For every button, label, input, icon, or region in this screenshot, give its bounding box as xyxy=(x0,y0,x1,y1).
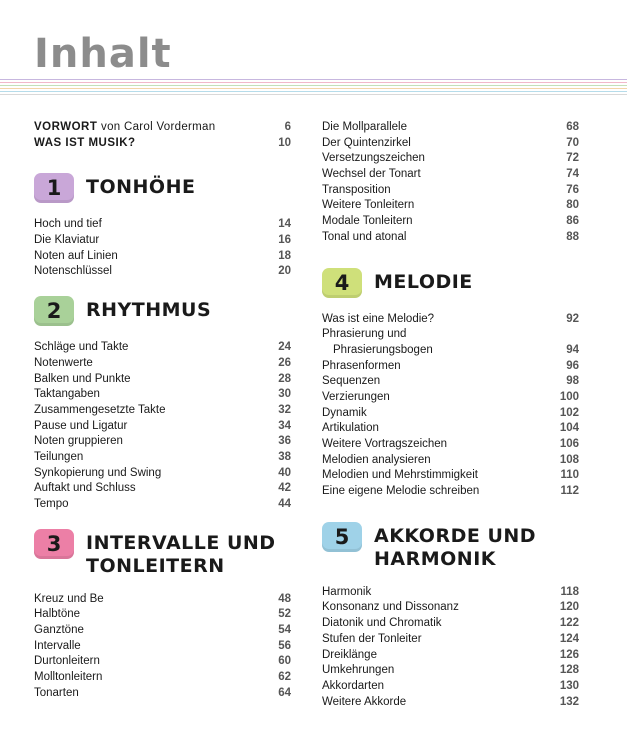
toc-entry[interactable] xyxy=(34,466,291,482)
entry-page: 6 xyxy=(284,121,291,133)
entry-label: WAS IST MUSIK? xyxy=(34,136,136,149)
entry-label: Versetzungszeichen xyxy=(322,152,425,165)
toc-entry[interactable] xyxy=(34,497,291,513)
toc-entry[interactable] xyxy=(322,600,579,616)
chapter-4-entries xyxy=(322,312,579,500)
entry-label: Synkopierung und Swing xyxy=(34,466,162,479)
entry-page: 118 xyxy=(560,585,579,598)
entry-page: 48 xyxy=(278,592,291,605)
entry-label: Der Quintenzirkel xyxy=(322,136,411,149)
entry-label: Weitere Vortragszeichen xyxy=(322,438,448,450)
entry-page: 80 xyxy=(566,199,579,212)
entry-label: Weitere Tonleitern xyxy=(322,199,415,212)
entry-label: Teilungen xyxy=(34,450,84,463)
entry-label: Tonal und atonal xyxy=(322,230,407,243)
stripe xyxy=(0,94,627,95)
entry-page: 20 xyxy=(278,265,291,278)
entry-label: Hoch und tief xyxy=(34,218,102,231)
entry-label: Pause und Ligatur xyxy=(34,419,128,432)
entry-label: Die Mollparallele xyxy=(322,121,408,133)
entry-label: Tonarten xyxy=(34,686,79,699)
entry-page: 122 xyxy=(559,617,579,630)
entry-page: 94 xyxy=(566,343,579,356)
chapter-title: MELODIE xyxy=(374,270,473,293)
entry-label: Phrasenformen xyxy=(322,359,401,372)
entry-label: Melodien analysieren xyxy=(322,453,431,466)
entry-label: Harmonik xyxy=(322,585,372,598)
chapter-number-badge: 1 xyxy=(34,173,74,203)
entry-page: 70 xyxy=(566,136,579,149)
entry-page: 30 xyxy=(278,388,291,401)
entry-label: Halbtöne xyxy=(34,608,81,621)
toc-entry[interactable] xyxy=(322,374,579,390)
toc-entry[interactable] xyxy=(34,356,291,372)
entry-page: 18 xyxy=(278,249,291,262)
stripe xyxy=(0,85,627,86)
toc-entry[interactable] xyxy=(322,406,579,422)
entry-page: 14 xyxy=(278,218,291,231)
chapter-3-entries xyxy=(34,592,291,702)
entry-page: 128 xyxy=(559,664,579,677)
entry-page: 56 xyxy=(278,639,291,652)
chapter-number-badge: 3 xyxy=(34,529,74,559)
stripe xyxy=(0,91,627,92)
toc-entry[interactable] xyxy=(34,639,291,655)
chapter-5-heading[interactable] xyxy=(322,522,579,571)
toc-entry[interactable] xyxy=(34,387,291,403)
toc-entry[interactable] xyxy=(34,670,291,686)
toc-entry[interactable] xyxy=(322,183,579,199)
toc-entry[interactable] xyxy=(322,390,579,406)
toc-entry[interactable] xyxy=(322,151,579,167)
entry-author: von Carol Vorderman xyxy=(101,121,216,133)
entry-page: 108 xyxy=(559,453,579,466)
entry-page: 86 xyxy=(566,215,579,228)
toc-entry[interactable] xyxy=(34,654,291,670)
entry-page: 100 xyxy=(559,390,579,403)
entry-label: Artikulation xyxy=(322,422,379,435)
chapter-2-entries xyxy=(34,340,291,513)
toc-entry[interactable] xyxy=(34,686,291,702)
chapter-2-heading[interactable] xyxy=(34,296,291,326)
entry-page: 88 xyxy=(566,230,579,243)
chapter-5-entries xyxy=(322,585,579,711)
entry-page: 54 xyxy=(278,624,291,637)
chapter-title-line: INTERVALLE UND xyxy=(86,531,276,554)
entry-label: Auftakt und Schluss xyxy=(34,482,136,495)
entry-label: Schläge und Takte xyxy=(34,341,129,354)
toc-entry[interactable] xyxy=(322,453,579,469)
entry-label: Kreuz und Be xyxy=(34,592,104,605)
chapter-title: TONHÖHE xyxy=(86,176,196,199)
entry-page: 64 xyxy=(278,686,291,699)
stripe xyxy=(0,88,627,89)
entry-label: Dreiklänge xyxy=(322,648,377,661)
entry-label: Wechsel der Tonart xyxy=(322,168,421,181)
entry-page: 98 xyxy=(566,375,579,388)
toc-entry[interactable] xyxy=(322,695,579,711)
stripe xyxy=(0,79,627,80)
entry-page: 16 xyxy=(278,234,291,247)
entry-label: Eine eigene Melodie schreiben xyxy=(322,485,480,498)
toc-entry[interactable] xyxy=(34,217,291,233)
entry-label: Durtonleitern xyxy=(34,655,100,668)
entry-page: 96 xyxy=(566,359,579,372)
entry-page: 32 xyxy=(278,403,291,416)
chapter-number-badge: 5 xyxy=(322,522,362,552)
chapter-number-badge: 4 xyxy=(322,268,362,298)
entry-page: 106 xyxy=(559,438,579,450)
entry-label: Notenwerte xyxy=(34,356,93,369)
entry-label: Molltonleitern xyxy=(34,671,103,684)
toc-entry[interactable] xyxy=(34,403,291,419)
entry-label: Ganztöne xyxy=(34,624,84,637)
entry-label: Konsonanz und Dissonanz xyxy=(322,601,459,614)
chapter-3-heading[interactable] xyxy=(34,529,291,578)
entry-page: 40 xyxy=(278,466,291,479)
entry-label: Phrasierung und xyxy=(322,328,407,341)
chapter-title: RHYTHMUS xyxy=(86,299,212,322)
entry-page: 28 xyxy=(278,372,291,385)
entry-page: 132 xyxy=(559,695,579,708)
entry-page: 76 xyxy=(566,183,579,196)
page-title: Inhalt xyxy=(34,31,172,77)
entry-label: Taktangaben xyxy=(34,388,100,401)
entry-label: Melodien und Mehrstimmigkeit xyxy=(322,469,478,482)
chapter-3-continued-entries xyxy=(322,120,579,246)
chapter-1-entries xyxy=(34,217,291,280)
entry-page: 92 xyxy=(566,312,579,325)
entry-page: 72 xyxy=(566,152,579,165)
toc-entry[interactable] xyxy=(322,136,579,152)
toc-entry[interactable] xyxy=(322,484,579,500)
toc-entry[interactable] xyxy=(34,592,291,608)
toc-entry[interactable] xyxy=(34,607,291,623)
toc-entry[interactable] xyxy=(322,585,579,601)
toc-entry[interactable] xyxy=(322,327,579,343)
entry-label: Transposition xyxy=(322,183,391,196)
entry-page: 110 xyxy=(560,469,579,482)
entry-label: Dynamik xyxy=(322,406,367,419)
entry-label: Noten auf Linien xyxy=(34,249,118,262)
toc-entry[interactable] xyxy=(322,663,579,679)
chapter-title-line: HARMONIK xyxy=(374,547,496,570)
toc-entry[interactable] xyxy=(34,264,291,280)
entry-label: Zusammengesetzte Takte xyxy=(34,403,166,416)
entry-label: Sequenzen xyxy=(322,375,381,388)
toc-entry[interactable] xyxy=(34,249,291,265)
entry-label: Stufen der Tonleiter xyxy=(322,632,422,645)
entry-page: 124 xyxy=(559,632,579,645)
toc-entry[interactable] xyxy=(322,198,579,214)
toc-entry[interactable] xyxy=(34,481,291,497)
chapter-1-heading[interactable] xyxy=(34,173,291,203)
entry-page: 102 xyxy=(559,406,579,419)
entry-label: Tempo xyxy=(34,498,69,510)
entry-page: 126 xyxy=(559,648,579,661)
toc-entry[interactable] xyxy=(322,214,579,230)
toc-entry[interactable] xyxy=(34,340,291,356)
toc-entry[interactable] xyxy=(322,312,579,328)
toc-entry[interactable] xyxy=(34,372,291,388)
toc-entry-vorwort[interactable] xyxy=(34,120,291,136)
toc-entry[interactable] xyxy=(322,167,579,183)
toc-entry[interactable] xyxy=(322,359,579,375)
entry-label: Notenschlüssel xyxy=(34,265,112,278)
entry-page: 60 xyxy=(278,655,291,668)
entry-page: 52 xyxy=(278,608,291,621)
entry-page: 74 xyxy=(566,168,579,181)
entry-page: 130 xyxy=(559,679,579,692)
chapter-title-line: AKKORDE UND xyxy=(374,524,537,547)
toc-entry[interactable] xyxy=(322,648,579,664)
entry-page: 24 xyxy=(278,341,291,354)
entry-label: VORWORT xyxy=(34,121,98,133)
stripe xyxy=(0,82,627,83)
entry-label: Umkehrungen xyxy=(322,664,395,677)
toc-entry[interactable] xyxy=(322,230,579,246)
toc-entry[interactable] xyxy=(322,437,579,453)
toc-entry[interactable] xyxy=(34,434,291,450)
toc-entry[interactable] xyxy=(34,450,291,466)
entry-page: 42 xyxy=(278,482,291,495)
entry-label: Weitere Akkorde xyxy=(322,695,407,708)
chapter-title xyxy=(374,525,536,571)
entry-label: Diatonik und Chromatik xyxy=(322,617,442,630)
entry-label: Noten gruppieren xyxy=(34,435,123,448)
entry-label: Die Klaviatur xyxy=(34,234,100,247)
entry-label: Was ist eine Melodie? xyxy=(322,312,435,325)
toc-entry[interactable] xyxy=(322,468,579,484)
entry-page: 34 xyxy=(278,419,291,432)
entry-page: 104 xyxy=(559,422,579,435)
header-stripes xyxy=(0,79,627,97)
entry-page: 68 xyxy=(566,121,579,133)
toc-entry[interactable] xyxy=(322,632,579,648)
toc-entry[interactable] xyxy=(322,616,579,632)
chapter-4-heading[interactable] xyxy=(322,268,579,298)
entry-page: 44 xyxy=(278,498,291,510)
toc-entry-was-ist-musik[interactable] xyxy=(34,136,291,152)
entry-label: Phrasierungsbogen xyxy=(333,343,433,356)
toc-entry[interactable] xyxy=(322,120,579,136)
entry-page: 112 xyxy=(560,485,579,498)
toc-entry[interactable] xyxy=(322,421,579,437)
entry-label: Intervalle xyxy=(34,639,81,652)
entry-label: Verzierungen xyxy=(322,390,390,403)
entry-label: Akkordarten xyxy=(322,679,385,692)
entry-page: 62 xyxy=(278,671,291,684)
toc-entry[interactable] xyxy=(34,419,291,435)
entry-page: 10 xyxy=(278,136,291,149)
chapter-title-line: TONLEITERN xyxy=(86,554,225,577)
toc-right-column xyxy=(322,120,579,710)
entry-page: 36 xyxy=(278,435,291,448)
toc-entry[interactable] xyxy=(34,623,291,639)
entry-page: 38 xyxy=(278,450,291,463)
entry-label: Modale Tonleitern xyxy=(322,215,413,228)
entry-page: 26 xyxy=(278,356,291,369)
entry-label: Balken und Punkte xyxy=(34,372,131,385)
entry-page: 120 xyxy=(559,601,579,614)
toc-entry[interactable] xyxy=(34,233,291,249)
toc-entry[interactable] xyxy=(322,679,579,695)
chapter-number-badge: 2 xyxy=(34,296,74,326)
toc-left-column xyxy=(34,120,291,702)
chapter-title xyxy=(86,532,276,578)
toc-entry[interactable] xyxy=(322,343,579,359)
